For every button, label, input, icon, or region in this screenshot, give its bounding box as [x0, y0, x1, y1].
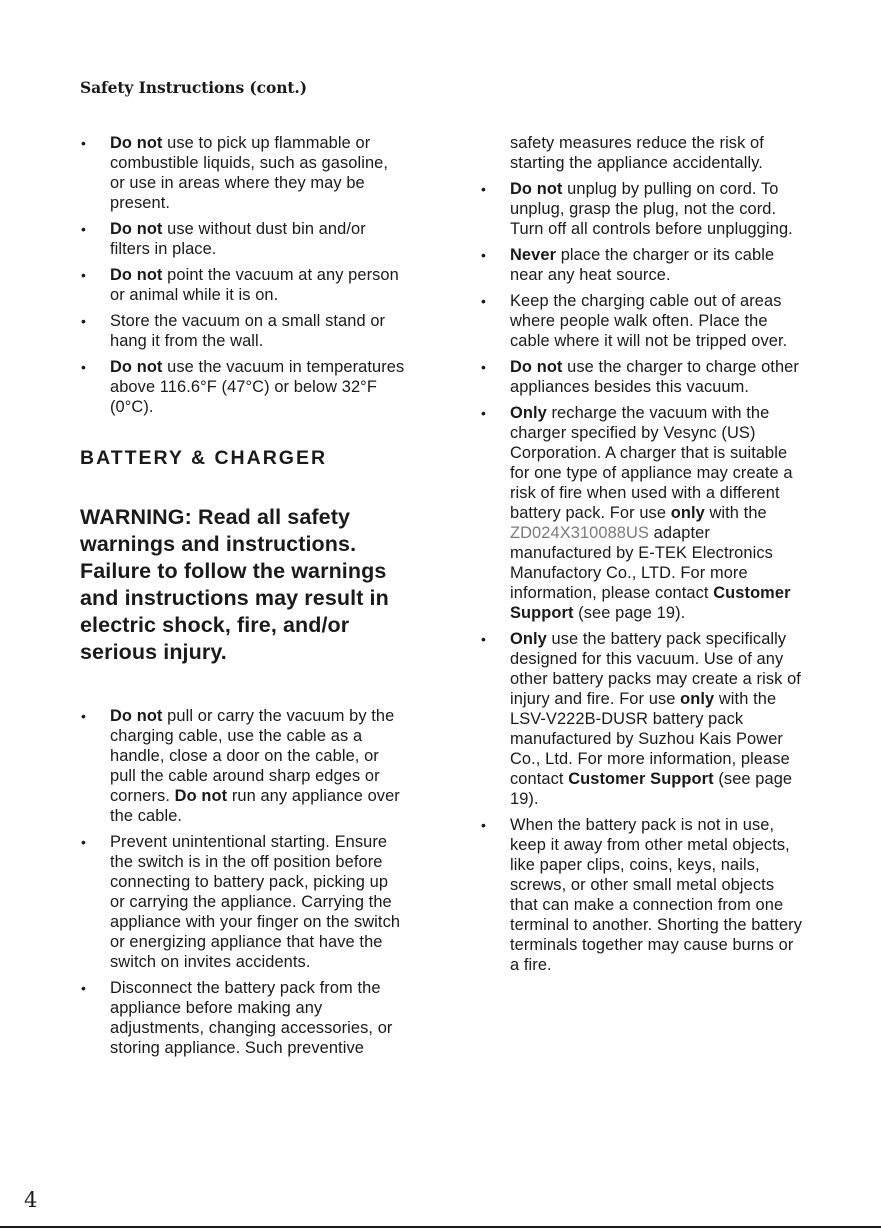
bullet-icon: •	[481, 817, 487, 833]
list-item: • Keep the charging cable out of areas where people walk often. Place the cable where it will not be tripped over.	[481, 292, 788, 350]
list-item: • When the battery pack is not in use, keep it away from other metal objects, like paper clips, coins, keys, nails, screws, or other small metal objects that can make a connection from one terminal to another. Shorting the battery terminals together may cause burns or a fire.	[481, 816, 803, 974]
list-item: • Do not point the vacuum at any person or animal while it is on.	[81, 266, 399, 304]
right-bullet-list	[480, 133, 805, 975]
list-item-continuation: safety measures reduce the risk of starting the appliance accidentally.	[510, 134, 764, 172]
list-item: • Disconnect the battery pack from the appliance before making any adjustments, changing accessories, or storing appliance. Such preventive	[81, 979, 393, 1057]
page-number: 4	[24, 1188, 38, 1212]
warning-text: WARNING: Read all safety warnings and instructions. Failure to follow the warnings and instructions may result in electric shock, fire, and/or serious injury.	[80, 505, 389, 664]
bullet-icon: •	[481, 359, 487, 375]
adapter-model: ZD024X310088US	[510, 524, 649, 542]
bullet-icon: •	[481, 181, 487, 197]
top-bullet-list	[80, 133, 405, 417]
bullet-icon: •	[81, 834, 87, 850]
bullet-icon: •	[81, 267, 87, 283]
bottom-bullet-list	[80, 706, 405, 1058]
right-column	[480, 133, 805, 981]
bullet-icon: •	[81, 980, 87, 996]
list-item: • Prevent unintentional starting. Ensure the switch is in the off position before connecting to battery pack, picking up or carrying the appliance. Carrying the appliance with your finger on the switch or energizing appliance that have the switch on invites accidents.	[81, 833, 401, 971]
list-item: • Do not use without dust bin and/or filters in place.	[81, 220, 366, 258]
list-item: • Do not use the vacuum in temperatures above 116.6°F (47°C) or below 32°F (0°C).	[81, 358, 405, 416]
bullet-icon: •	[481, 293, 487, 309]
footer-rule	[0, 1226, 881, 1228]
list-item: • Do not unplug by pulling on cord. To unplug, grasp the plug, not the cord. Turn off all controls before unplugging.	[481, 180, 793, 238]
list-item: • Only recharge the vacuum with the charger specified by Vesync (US) Corporation. A charger that is suitable for one type of appliance may create a risk of fire when used with a different battery pack. For use only with the ZD024X310088US adapter manufactured by E-TEK Electronics Manufactory Co., LTD. For more information, please contact Customer Support (see page 19).	[481, 404, 793, 622]
section-title: BATTERY & CHARGER	[80, 447, 328, 469]
bullet-icon: •	[81, 359, 87, 375]
bullet-icon: •	[81, 221, 87, 237]
bullet-icon: •	[481, 247, 487, 263]
bullet-icon: •	[81, 313, 87, 329]
list-item: • Do not use the charger to charge other appliances besides this vacuum.	[481, 358, 799, 396]
bullet-icon: •	[481, 405, 487, 421]
bullet-icon: •	[81, 708, 87, 724]
list-item: • Never place the charger or its cable near any heat source.	[481, 246, 775, 284]
bullet-icon: •	[81, 135, 87, 151]
left-column	[80, 133, 405, 1064]
list-item: • Do not use to pick up flammable or combustible liquids, such as gasoline, or use in areas where they may be present.	[81, 134, 389, 212]
bullet-icon: •	[481, 631, 487, 647]
page-header: Safety Instructions (cont.)	[80, 78, 307, 97]
list-item: • Only use the battery pack specifically designed for this vacuum. Use of any other battery packs may create a risk of injury and fire. For use only with the LSV-V222B-DUSR battery pack manufactured by Suzhou Kais Power Co., Ltd. For more information, please contact Customer Support (see page 19).	[481, 630, 801, 808]
list-item: • Store the vacuum on a small stand or hang it from the wall.	[81, 312, 386, 350]
list-item: • Do not pull or carry the vacuum by the charging cable, use the cable as a handle, close a door on the cable, or pull the cable around sharp edges or corners. Do not run any appliance over the cable.	[81, 707, 400, 825]
